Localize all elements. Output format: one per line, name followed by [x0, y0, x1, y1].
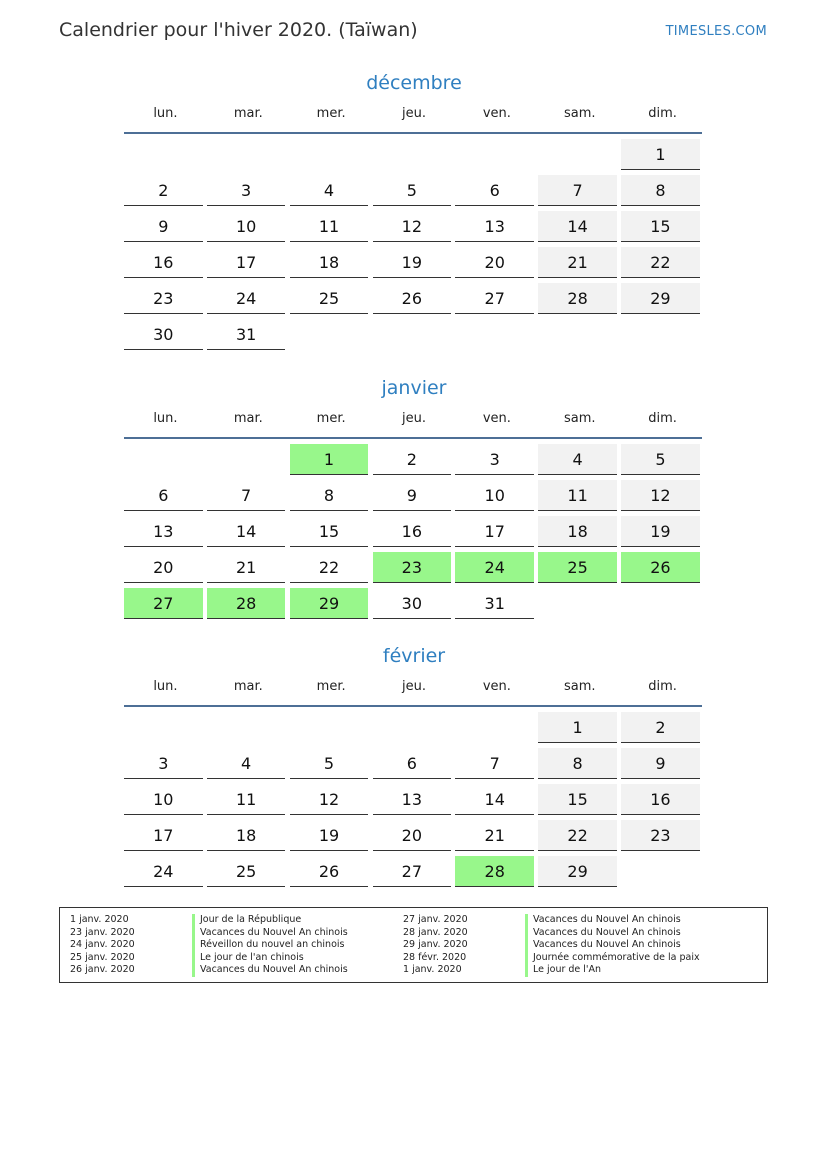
weekday-label: dim. [648, 105, 677, 121]
week-row [124, 247, 704, 283]
weekday-label: mar. [233, 105, 263, 121]
week-grid [124, 444, 704, 624]
legend-holiday-name: Journée commémorative de la paix [525, 952, 700, 965]
week-row [124, 784, 704, 820]
week-grid [124, 139, 704, 355]
weekend-day-cell: 1 [538, 712, 617, 743]
day-cell: 25 [207, 856, 286, 887]
weekend-day-cell: 29 [538, 856, 617, 887]
empty-day-cell [621, 588, 700, 619]
day-cell: 20 [124, 552, 203, 583]
weekday-header [124, 98, 704, 128]
weekend-day-cell: 16 [621, 784, 700, 815]
legend-entry [403, 914, 763, 927]
empty-day-cell [290, 712, 369, 743]
day-cell: 17 [124, 820, 203, 851]
legend-entry [70, 939, 390, 952]
day-cell: 6 [373, 748, 452, 779]
day-cell: 5 [290, 748, 369, 779]
weekend-day-cell: 8 [621, 175, 700, 206]
weekday-label: lun. [153, 105, 178, 121]
week-row [124, 588, 704, 624]
weekend-day-cell: 4 [538, 444, 617, 475]
header-divider [124, 705, 702, 707]
day-cell: 30 [373, 588, 452, 619]
month-title: décembre [366, 72, 462, 94]
day-cell: 2 [124, 175, 203, 206]
legend-entry [70, 952, 390, 965]
legend-holiday-name: Le jour de l'An [525, 964, 601, 977]
weekday-label: jeu. [402, 678, 426, 694]
weekday-label: mer. [316, 105, 346, 121]
legend-entry [70, 914, 390, 927]
weekend-day-cell: 14 [538, 211, 617, 242]
weekday-label: mar. [233, 410, 263, 426]
empty-day-cell [207, 139, 286, 170]
holiday-day-cell: 26 [621, 552, 700, 583]
day-cell: 31 [207, 319, 286, 350]
weekday-label: dim. [648, 410, 677, 426]
month-title: janvier [381, 377, 447, 399]
week-grid [124, 712, 704, 892]
weekend-day-cell: 5 [621, 444, 700, 475]
day-cell: 18 [207, 820, 286, 851]
empty-day-cell [621, 856, 700, 887]
legend-column-left [70, 914, 390, 977]
empty-day-cell [124, 712, 203, 743]
holiday-day-cell: 27 [124, 588, 203, 619]
legend-date: 24 janv. 2020 [70, 939, 135, 950]
day-cell: 15 [290, 516, 369, 547]
day-cell: 11 [207, 784, 286, 815]
month-december [124, 68, 704, 355]
weekend-day-cell: 9 [621, 748, 700, 779]
week-row [124, 748, 704, 784]
weekday-label: jeu. [402, 105, 426, 121]
empty-day-cell [124, 444, 203, 475]
legend-date: 1 janv. 2020 [403, 964, 462, 975]
holiday-legend [59, 907, 768, 983]
day-cell: 7 [455, 748, 534, 779]
day-cell: 12 [373, 211, 452, 242]
weekday-label: mer. [316, 678, 346, 694]
legend-date: 29 janv. 2020 [403, 939, 468, 950]
holiday-day-cell: 25 [538, 552, 617, 583]
empty-day-cell [124, 139, 203, 170]
week-row [124, 175, 704, 211]
header-divider [124, 132, 702, 134]
week-row [124, 820, 704, 856]
day-cell: 7 [207, 480, 286, 511]
week-row [124, 319, 704, 355]
weekend-day-cell: 15 [621, 211, 700, 242]
weekend-day-cell: 28 [538, 283, 617, 314]
day-cell: 10 [207, 211, 286, 242]
day-cell: 27 [373, 856, 452, 887]
week-row [124, 712, 704, 748]
brand-logo[interactable]: TIMESLES.COM [665, 24, 767, 39]
weekend-day-cell: 1 [621, 139, 700, 170]
holiday-day-cell: 1 [290, 444, 369, 475]
day-cell: 20 [455, 247, 534, 278]
week-row [124, 139, 704, 175]
empty-day-cell [455, 712, 534, 743]
holiday-day-cell: 29 [290, 588, 369, 619]
day-cell: 24 [124, 856, 203, 887]
weekday-header [124, 671, 704, 701]
day-cell: 3 [124, 748, 203, 779]
day-cell: 10 [124, 784, 203, 815]
day-cell: 22 [290, 552, 369, 583]
day-cell: 21 [207, 552, 286, 583]
day-cell: 6 [124, 480, 203, 511]
empty-day-cell [373, 712, 452, 743]
weekend-day-cell: 29 [621, 283, 700, 314]
weekend-day-cell: 21 [538, 247, 617, 278]
day-cell: 10 [455, 480, 534, 511]
month-title: février [382, 645, 446, 667]
legend-entry [403, 964, 763, 977]
week-row [124, 211, 704, 247]
holiday-day-cell: 23 [373, 552, 452, 583]
legend-holiday-name: Jour de la République [192, 914, 301, 927]
day-cell: 11 [290, 211, 369, 242]
day-cell: 5 [373, 175, 452, 206]
empty-day-cell [538, 319, 617, 350]
weekend-day-cell: 19 [621, 516, 700, 547]
header-divider [124, 437, 702, 439]
legend-date: 28 févr. 2020 [403, 951, 467, 963]
month-february [124, 641, 704, 892]
empty-day-cell [373, 319, 452, 350]
day-cell: 3 [207, 175, 286, 206]
day-cell: 31 [455, 588, 534, 619]
legend-holiday-name: Vacances du Nouvel An chinois [525, 927, 681, 940]
day-cell: 30 [124, 319, 203, 350]
empty-day-cell [290, 319, 369, 350]
legend-holiday-name: Réveillon du nouvel an chinois [192, 939, 344, 952]
legend-column-right [403, 914, 763, 977]
day-cell: 13 [455, 211, 534, 242]
day-cell: 3 [455, 444, 534, 475]
weekend-day-cell: 22 [621, 247, 700, 278]
weekend-day-cell: 8 [538, 748, 617, 779]
legend-entry [70, 964, 390, 977]
day-cell: 4 [207, 748, 286, 779]
day-cell: 23 [124, 283, 203, 314]
week-row [124, 444, 704, 480]
legend-date: 25 janv. 2020 [70, 951, 135, 963]
empty-day-cell [207, 712, 286, 743]
holiday-day-cell: 24 [455, 552, 534, 583]
weekend-day-cell: 22 [538, 820, 617, 851]
empty-day-cell [373, 139, 452, 170]
legend-entry [403, 952, 763, 965]
day-cell: 12 [290, 784, 369, 815]
day-cell: 4 [290, 175, 369, 206]
legend-entry [70, 927, 390, 940]
day-cell: 17 [455, 516, 534, 547]
day-cell: 16 [373, 516, 452, 547]
weekday-label: jeu. [402, 410, 426, 426]
legend-date: 1 janv. 2020 [70, 914, 129, 925]
day-cell: 24 [207, 283, 286, 314]
weekend-day-cell: 12 [621, 480, 700, 511]
week-row [124, 856, 704, 892]
weekday-label: mer. [316, 410, 346, 426]
day-cell: 26 [290, 856, 369, 887]
day-cell: 16 [124, 247, 203, 278]
holiday-day-cell: 28 [207, 588, 286, 619]
weekday-label: ven. [482, 105, 511, 121]
legend-date: 27 janv. 2020 [403, 914, 468, 925]
weekday-label: ven. [482, 410, 511, 426]
day-cell: 14 [207, 516, 286, 547]
day-cell: 21 [455, 820, 534, 851]
day-cell: 8 [290, 480, 369, 511]
empty-day-cell [455, 319, 534, 350]
weekend-day-cell: 18 [538, 516, 617, 547]
month-january [124, 373, 704, 624]
day-cell: 14 [455, 784, 534, 815]
legend-holiday-name: Le jour de l'an chinois [192, 952, 304, 965]
legend-holiday-name: Vacances du Nouvel An chinois [525, 939, 681, 952]
day-cell: 6 [455, 175, 534, 206]
weekend-day-cell: 11 [538, 480, 617, 511]
empty-day-cell [538, 588, 617, 619]
day-cell: 9 [124, 211, 203, 242]
empty-day-cell [207, 444, 286, 475]
day-cell: 13 [373, 784, 452, 815]
week-row [124, 516, 704, 552]
day-cell: 19 [290, 820, 369, 851]
empty-day-cell [290, 139, 369, 170]
weekday-label: sam. [563, 410, 596, 426]
legend-date: 23 janv. 2020 [70, 926, 135, 938]
day-cell: 19 [373, 247, 452, 278]
day-cell: 20 [373, 820, 452, 851]
empty-day-cell [621, 319, 700, 350]
legend-holiday-name: Vacances du Nouvel An chinois [525, 914, 681, 927]
day-cell: 26 [373, 283, 452, 314]
day-cell: 18 [290, 247, 369, 278]
weekend-day-cell: 15 [538, 784, 617, 815]
day-cell: 17 [207, 247, 286, 278]
weekday-label: dim. [648, 678, 677, 694]
week-row [124, 283, 704, 319]
weekday-label: lun. [153, 678, 178, 694]
legend-entry [403, 939, 763, 952]
weekend-day-cell: 2 [621, 712, 700, 743]
day-cell: 25 [290, 283, 369, 314]
weekday-label: sam. [563, 105, 596, 121]
weekday-label: mar. [233, 678, 263, 694]
day-cell: 2 [373, 444, 452, 475]
weekday-label: ven. [482, 678, 511, 694]
week-row [124, 480, 704, 516]
weekend-day-cell: 7 [538, 175, 617, 206]
empty-day-cell [538, 139, 617, 170]
holiday-day-cell: 28 [455, 856, 534, 887]
day-cell: 9 [373, 480, 452, 511]
weekday-label: sam. [563, 678, 596, 694]
legend-holiday-name: Vacances du Nouvel An chinois [192, 964, 348, 977]
day-cell: 27 [455, 283, 534, 314]
page-title: Calendrier pour l'hiver 2020. (Taïwan) [59, 19, 418, 41]
day-cell: 13 [124, 516, 203, 547]
empty-day-cell [455, 139, 534, 170]
legend-holiday-name: Vacances du Nouvel An chinois [192, 927, 348, 940]
weekday-header [124, 403, 704, 433]
week-row [124, 552, 704, 588]
weekend-day-cell: 23 [621, 820, 700, 851]
weekday-label: lun. [153, 410, 178, 426]
legend-date: 26 janv. 2020 [70, 964, 135, 975]
legend-date: 28 janv. 2020 [403, 926, 468, 938]
legend-entry [403, 927, 763, 940]
